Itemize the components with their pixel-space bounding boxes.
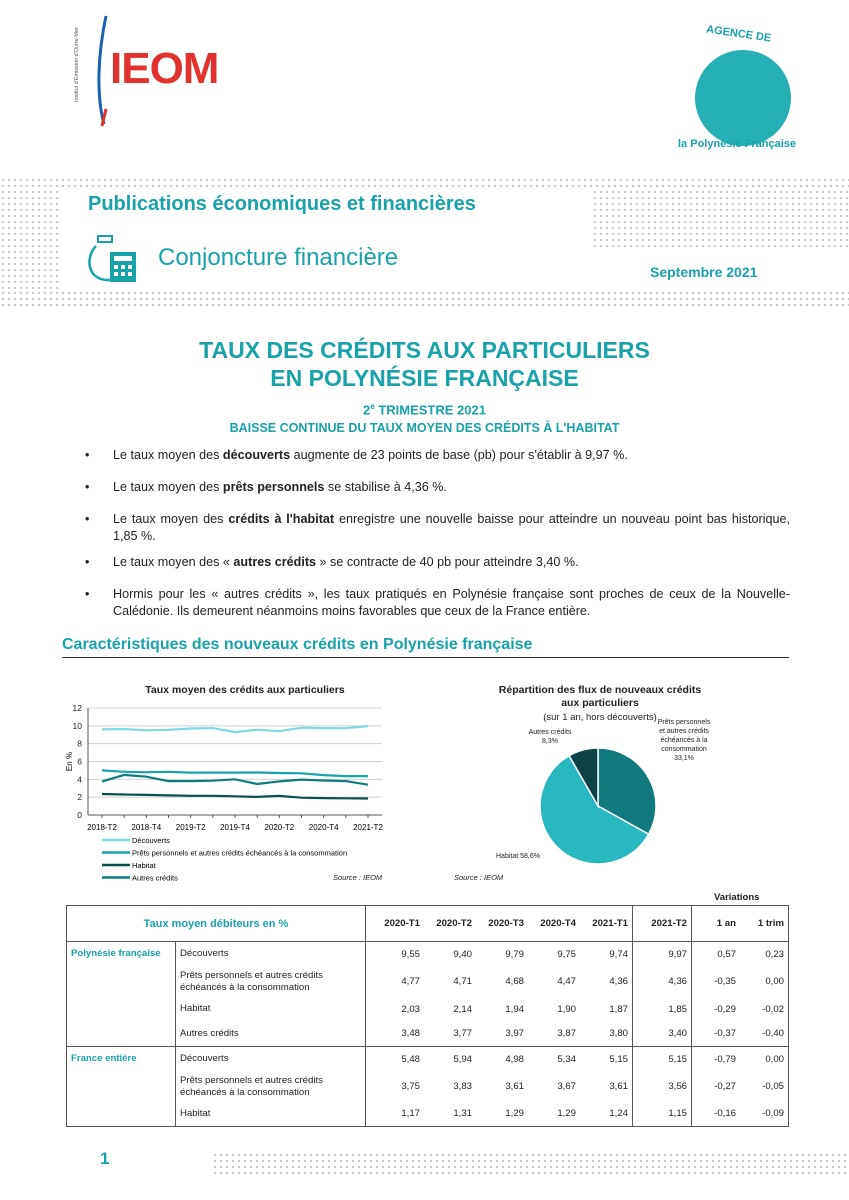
table-cell: 9,55 [366,942,425,967]
section-heading: Caractéristiques des nouveaux crédits en Polynésie française [62,636,533,653]
table-cell: 2,03 [366,997,425,1022]
legend-label: Prêts personnels et autres crédits échéancés à la consommation [132,848,348,858]
y-tick-label: 4 [77,774,82,785]
table-cell: 4,98 [476,1047,528,1072]
page-title-line2: EN POLYNÉSIE FRANÇAISE [270,365,579,391]
pie-label-prets [654,718,714,763]
table-cell: 0,57 [692,942,741,967]
pie-label-prets-value: 33,1% [674,755,694,762]
table-cell: 0,00 [740,967,789,997]
table-cell: -0,35 [692,967,741,997]
agency-badge-bottom: la Polynésie Française [678,138,797,150]
col-header: 1 an [692,906,741,942]
table-row-label: Habitat [180,1003,211,1014]
table-cell: 0,00 [740,1047,789,1072]
pie-label-habitat-value: 58,6% [520,853,540,860]
ieom-logo [62,14,222,134]
table-cell: 3,80 [609,1028,628,1040]
table-cell: 3,61 [609,1081,628,1092]
table-cell: 1,90 [557,1003,576,1015]
legend-label: Habitat [132,861,156,870]
variations-label: Variations [714,892,760,903]
table-cell: -0,27 [692,1072,741,1102]
table-cell: 3,97 [505,1028,524,1040]
table-cell: -0,29 [692,997,741,1022]
y-tick-label: 0 [77,810,82,820]
table-group-cell [67,967,176,997]
publication-title: Publications économiques et financières [88,193,476,215]
table-cell: -0,05 [740,1072,789,1102]
bullet-text: Le taux moyen des « [113,555,234,569]
table-cell: 0,23 [740,942,789,967]
quarter-label [0,402,849,417]
table-group-cell [67,1072,176,1102]
table-cell: 3,67 [557,1081,576,1092]
table-cell: 1,15 [633,1102,692,1127]
table-cell: 5,34 [528,1047,580,1072]
table-cell: 3,48 [366,1022,425,1047]
page-number: 1 [100,1149,110,1168]
table-row-label: Découverts [176,1047,366,1072]
bullet-dot: • [85,512,90,526]
bullet-text: » se contracte de 40 pb pour atteindre 3,40 %. [316,555,579,569]
logo-text: IEOM [110,44,219,93]
bullet-text: enregistre une nouvelle baisse pour atteindre un nouveau point bas historique, 1,85 %. [113,512,790,543]
table-cell: 1,87 [609,1003,628,1015]
y-tick-label: 12 [72,703,82,713]
table-cell: 4,36 [609,976,628,987]
table-cell: 5,15 [580,1047,633,1072]
pie-chart [530,740,670,870]
table-cell: 9,79 [476,942,528,967]
pie-chart-source: Source : IEOM [454,873,504,882]
col-header: 2021-T1 [580,906,633,942]
table-cell: 3,40 [633,1022,692,1047]
table-title: Taux moyen débiteurs en % [67,906,366,942]
y-tick-label: 6 [77,756,82,767]
table-row [67,967,789,997]
line-chart [60,698,410,888]
dotted-band-left [0,189,60,289]
table-row [67,942,789,967]
bullet-text: augmente de 23 points de base (pb) pour s'établir à 9,97 %. [290,448,628,462]
pie-label-autres-name: Autres crédits [528,729,572,736]
pie-label-habitat-name: Habitat [496,853,519,860]
y-tick-label: 8 [77,738,82,749]
table-cell: -0,37 [692,1022,741,1047]
page-title-line1: TAUX DES CRÉDITS AUX PARTICULIERS [199,337,650,363]
table-cell: 4,36 [633,967,692,997]
page-title [0,336,849,392]
table-row-label: Habitat [176,1102,366,1127]
y-axis-label: En % [65,751,74,772]
table-cell: -0,79 [692,1047,741,1072]
col-header: 2020-T3 [476,906,528,942]
col-header: 2020-T1 [366,906,425,942]
table-row-label: Prêts personnels et autres crédits échéancés à la consommation [180,969,323,993]
x-tick-label: 2018-T2 [87,823,117,832]
money-bag-icon [86,234,138,284]
pie-label-autres [520,728,580,746]
dotted-band-top [0,177,849,189]
bullet-bold: découverts [222,448,291,462]
y-tick-label: 2 [77,792,82,803]
bullet-dot: • [85,448,90,462]
agency-badge [678,23,808,160]
table-cell: 9,74 [580,942,633,967]
table-cell: -0,02 [740,997,789,1022]
table-cell: 9,40 [424,942,476,967]
dotted-band-footer [212,1152,849,1176]
quarter-rest: TRIMESTRE 2021 [374,402,486,418]
table-cell: 1,94 [505,1003,524,1015]
table-row [67,997,789,1022]
logo-subtext: Institut d'Émission d'Outre-Mer [74,27,80,102]
dotted-band-right [592,189,849,249]
x-tick-label: 2020-T2 [264,823,295,832]
x-tick-label: 2018-T4 [131,823,162,832]
bullet-bold: prêts personnels [222,480,325,494]
series-line-1 [102,726,368,732]
pie-label-autres-value: 8,3% [542,738,558,745]
table-cell: 3,61 [505,1081,524,1092]
bullet-text: se stabilise à 4,36 %. [324,480,447,494]
dotted-band-bottom [0,290,849,306]
table-cell: 4,71 [453,976,472,987]
pie-chart-title [460,684,740,710]
line-chart-title: Taux moyen des crédits aux particuliers [145,684,345,696]
table-header-row [67,906,789,942]
table-group-cell: France entière [67,1047,176,1072]
table-cell: 5,48 [366,1047,425,1072]
table-row [67,1072,789,1102]
col-header: 2021-T2 [633,906,692,942]
line-chart-source: Source : IEOM [333,873,383,882]
bullet-bold: autres crédits [233,555,317,569]
table-cell: 3,77 [453,1028,472,1040]
legend-label: Découverts [132,836,170,845]
x-tick-label: 2021-T2 [353,823,383,832]
bullet-text: Le taux moyen des [113,448,223,462]
table-cell: 4,77 [366,967,425,997]
table-cell: 9,97 [633,942,692,967]
table-cell: 9,75 [528,942,580,967]
agency-badge-top: AGENCE DE [705,23,772,45]
quarter-num: 2 [363,402,371,418]
table-cell: 5,15 [633,1047,692,1072]
table-cell: 3,87 [557,1028,576,1040]
table-cell: 1,85 [633,997,692,1022]
pie-label-prets-name: Prêts personnels et autres crédits échéancés à la consommation [657,719,711,753]
table-row-label: Autres crédits [180,1027,239,1039]
col-header: 2020-T4 [528,906,580,942]
table-cell: 1,29 [528,1102,580,1127]
x-tick-label: 2019-T4 [220,823,250,832]
section-rule [62,657,789,658]
table-cell: 3,56 [633,1072,692,1102]
bullet-dot: • [85,587,90,601]
bullet-dot: • [85,480,90,494]
bullet-dot: • [85,555,90,569]
table-cell: -0,09 [740,1102,789,1127]
table-cell: 5,94 [424,1047,476,1072]
rates-table [66,905,789,1127]
y-tick-label: 10 [72,720,82,731]
table-group-cell: Polynésie française [67,942,176,967]
section-name: Conjoncture financière [158,244,399,271]
table-row [67,1102,789,1127]
bullet-bold: crédits à l'habitat [228,512,335,526]
publication-date: Septembre 2021 [650,264,758,280]
table-row [67,1022,789,1047]
table-group-cell [67,997,176,1022]
table-group-cell [67,1102,176,1127]
table-cell: 4,47 [557,976,576,987]
legend-label: Autres crédits [132,873,178,883]
page-subtitle: BAISSE CONTINUE DU TAUX MOYEN DES CRÉDITS À L'HABITAT [229,421,620,435]
table-row [67,1047,789,1072]
quarter-sup: e [370,402,375,411]
bullet-text: Le taux moyen des [113,480,223,494]
pie-chart-subtitle: (sur 1 an, hors découverts) [543,712,657,723]
table-cell: 2,14 [453,1003,472,1015]
table-cell: 1,29 [476,1102,528,1127]
series-line-3 [102,794,368,799]
x-tick-label: 2020-T4 [308,823,339,832]
table-cell: 4,68 [505,976,524,987]
table-row-label: Découverts [176,942,366,967]
col-header: 1 trim [740,906,789,942]
table-cell: 3,75 [366,1072,425,1102]
pie-label-habitat [496,853,540,860]
table-cell: 3,83 [453,1081,472,1092]
table-cell: 1,31 [424,1102,476,1127]
table-cell: 1,24 [580,1102,633,1127]
col-header: 2020-T2 [424,906,476,942]
pie-chart-title-line2: aux particuliers [561,697,639,709]
table-cell: 1,17 [366,1102,425,1127]
bullet-text: Hormis pour les « autres crédits », les taux pratiqués en Polynésie française sont proches de ceux de la Nouvelle-Calédonie. Ils demeurent néanmoins moins favorables que ceux de la France entière. [113,587,790,618]
table-cell: -0,16 [692,1102,741,1127]
table-row-label: Prêts personnels et autres crédits échéancés à la consommation [180,1074,323,1098]
pie-chart-title-line1: Répartition des flux de nouveaux crédits [498,684,702,696]
bullet-text: Le taux moyen des [113,512,229,526]
table-cell: -0,40 [740,1022,789,1047]
table-group-cell [67,1022,176,1047]
x-tick-label: 2019-T2 [175,823,206,832]
